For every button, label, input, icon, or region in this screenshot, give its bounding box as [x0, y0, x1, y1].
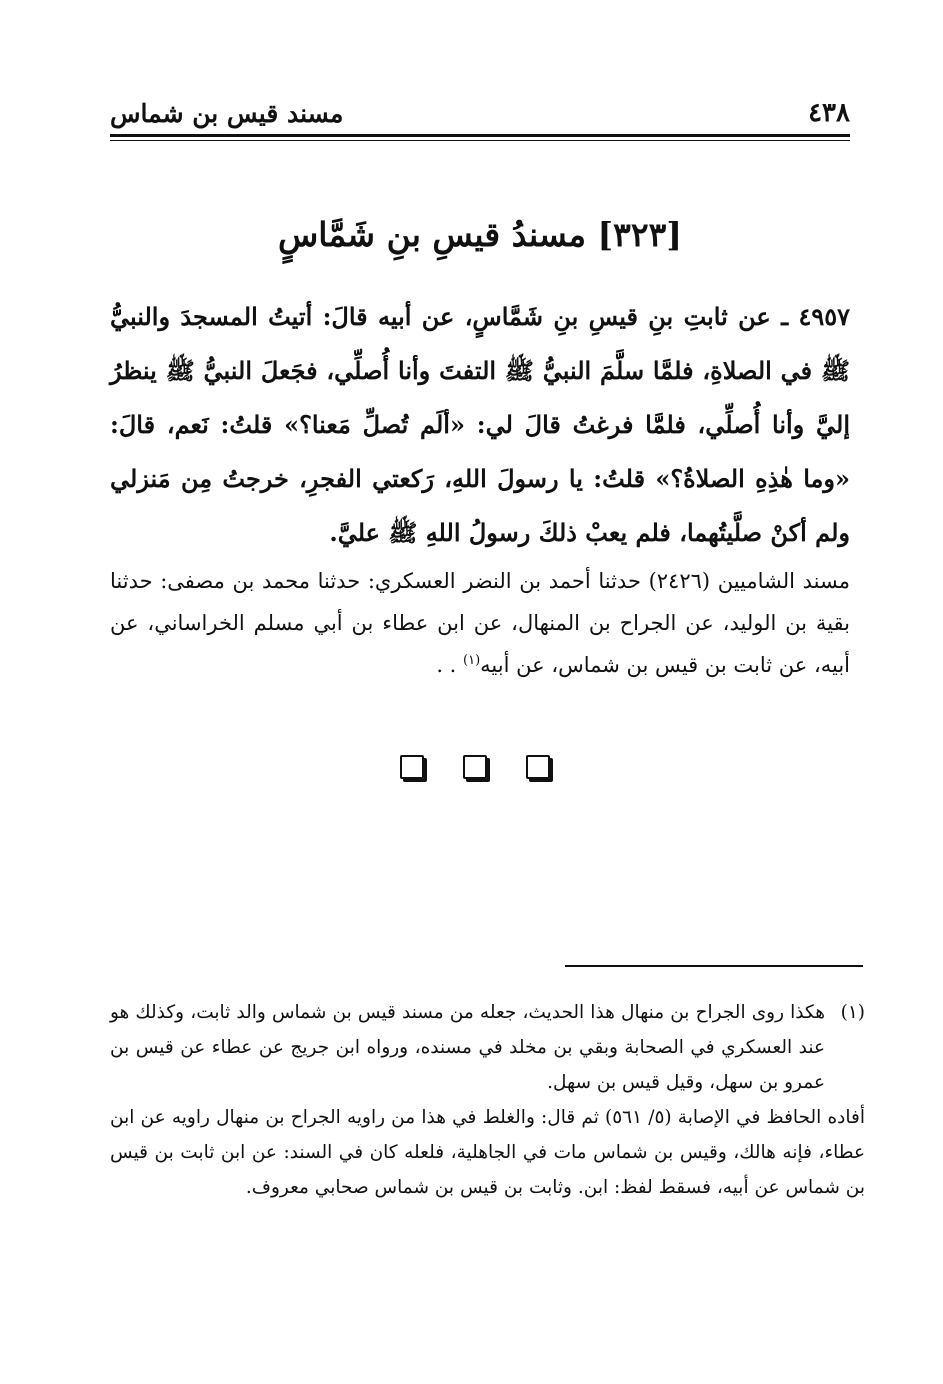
header-rule-thin: [110, 140, 850, 141]
section-title: [٣٢٣] مسندُ قيسِ بنِ شَمَّاسٍ: [278, 215, 682, 254]
isnad-block: [110, 560, 850, 686]
separator-box-icon: [463, 755, 487, 779]
running-header: [110, 80, 850, 128]
separator-box-icon: [400, 755, 424, 779]
running-title: مسند قيس بن شماس: [110, 99, 344, 128]
hadith-text: عن ثابتِ بنِ قيسِ بنِ شَمَّاسٍ، عن أبيه قالَ: أتيتُ المسجدَ والنبيُّ ﷺ في الصلاةِ، فلمَّا سلَّمَ النبيُّ ﷺ التفتَ وأنا أُصلِّي، فجَعلَ النبيُّ ﷺ ينظرُ إليَّ وأنا أُصلِّي، فلمَّا فرغتُ قالَ لي: «ألَم تُصلِّ مَعنا؟» قلتُ: نَعم، قالَ: «وما هٰذِهِ الصلاةُ؟» قلتُ: يا رسولَ اللهِ، رَكعتي الفجرِ، خرجتُ مِن مَنزلي ولم أكنْ صلَّيتُهما، فلم يعبْ ذلكَ رسولُ اللهِ ﷺ عليَّ.: [110, 302, 850, 547]
footnote-text-2: أفاده الحافظ في الإصابة (٥/ ٥٦١) ثم قال: والغلط في هذا من راويه الجراح بن منهال راويه عن ابن عطاء، فإنه هالك، وقيس بن شماس مات في الجاهلية، فلعله كان في السند: عن ابن ثابت بن قيس بن شماس عن أبيه، فسقط لفظ: ابن. وثابت بن قيس بن شماس صحابي معروف.: [110, 1107, 865, 1198]
footnote-rule: [565, 965, 863, 967]
section-separator: [400, 752, 550, 782]
footnotes-block: [110, 995, 865, 1205]
footnote-marker: (١): [840, 1002, 865, 1023]
footnote-continuation: [110, 1100, 865, 1205]
separator-box-icon: [526, 755, 550, 779]
footnote-text: هكذا روى الجراح بن منهال هذا الحديث، جعله من مسند قيس بن شماس والد ثابت، وكذلك هو عند العسكري في الصحابة وبقي بن مخلد في مسنده، ورواه ابن جريج عن عطاء عن قيس بن عمرو بن سهل، وقيل قيس بن سهل.: [110, 1002, 825, 1093]
header-rule-thick: [110, 134, 850, 137]
footnote-reference[interactable]: (١): [463, 653, 481, 668]
isnad-text: مسند الشاميين (٢٤٢٦) حدثنا أحمد بن النضر العسكري: حدثنا محمد بن مصفى: حدثنا بقية بن الوليد، عن الجراح بن المنهال، عن ابن عطاء بن أبي مسلم الخراساني، عن أبيه، عن ثابت بن قيس بن شماس، عن أبيه: [110, 569, 850, 677]
isnad-trailing: . .: [436, 653, 464, 677]
page-number: ٤٣٨: [808, 98, 850, 128]
hadith-number: ٤٩٥٧: [798, 302, 851, 331]
hadith-text-block: [110, 290, 850, 560]
footnote-item: [110, 995, 865, 1100]
hadith-dash: ـ: [781, 302, 789, 331]
